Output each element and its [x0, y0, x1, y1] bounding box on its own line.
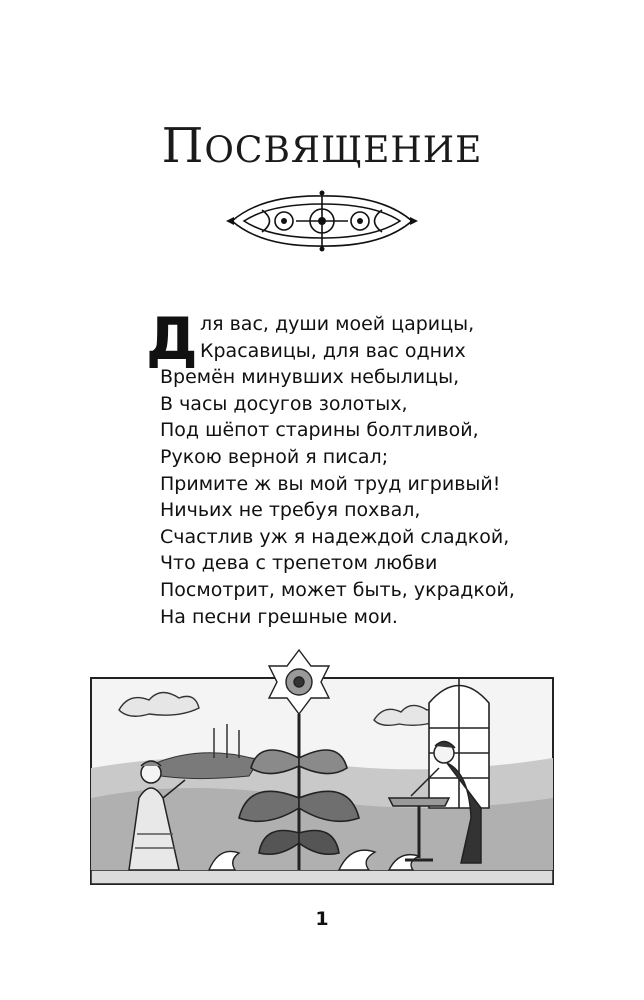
poem-line: Посмотрит, может быть, украдкой,: [160, 578, 515, 601]
poem-line: В часы досугов золотых,: [160, 392, 408, 415]
poem-line: Ничьих не требуя похвал,: [160, 499, 421, 522]
title-rest: ОСВЯЩЕНИЕ: [204, 130, 483, 171]
poem-line: Счастлив уж я надеждой сладкой,: [160, 525, 510, 548]
poem-line: На песни грешные мои.: [160, 605, 398, 628]
poem-line: Под шёпот старины болтливой,: [160, 419, 479, 442]
poem-line: Времён минувших небылицы,: [160, 366, 460, 389]
drop-cap: Д: [146, 305, 198, 373]
poem-line: Красавицы, для вас одних: [200, 339, 466, 362]
poem-text: [160, 311, 600, 630]
poem-line: Примите ж вы мой труд игривый!: [160, 472, 501, 495]
ornament-divider: [222, 190, 422, 252]
page-number: 1: [315, 908, 329, 930]
title-initial: П: [161, 118, 205, 174]
poem-line: ля вас, души моей царицы,: [200, 313, 475, 335]
poem-line: Рукою верной я писал;: [160, 445, 389, 468]
poem-line: Что дева с трепетом любви: [160, 552, 438, 575]
illustration: [89, 648, 555, 888]
page-title: [0, 118, 644, 174]
